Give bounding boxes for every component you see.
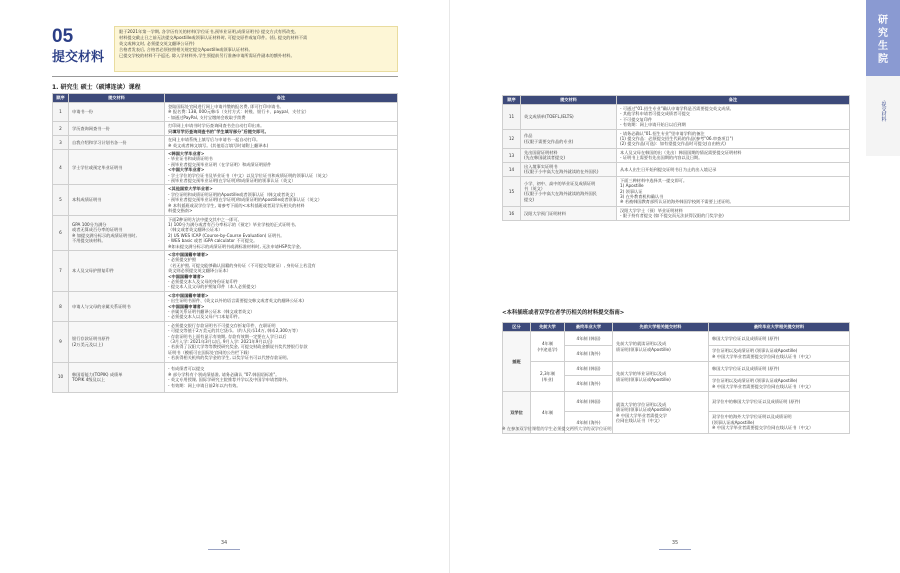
table-body: [503, 105, 850, 221]
table-row: [53, 362, 398, 392]
item-text: 作品 (仅限于需要交作品的专业): [524, 133, 574, 144]
note-line: ※ 报名费: 138, 000元韩币（支付方式：转账、银行卡、paypal、支付宝）: [168, 109, 309, 115]
row-note: [617, 105, 850, 130]
row-final-univ: 4年制 (韩国): [565, 332, 613, 346]
row-note: [617, 148, 850, 162]
note-line: - 若获得了汉阳大学等等教授研究奖金, 可提交财政金额说书奖代替银行存款: [168, 344, 308, 350]
col-header-no: 顺序: [53, 94, 69, 103]
section-title: 提交材料: [52, 50, 105, 65]
note-line: - 有成绩者可以提交: [168, 366, 205, 372]
item-text: 小学、初中、高中的毕业证及成绩证明 书（英文） (仅限于小中高大在海外就读的海外国民 提交): [524, 180, 597, 202]
note-line: ※如未提交满分标示的成绩证明书或满标准材料时, 无法申请HSP奖学金。: [168, 243, 304, 249]
transfer-table: [502, 322, 850, 434]
final-docs-text: 学位证明以及成绩证明 (领事认证或Apostille) ※ 中国大学毕业者需要提交学位网在线认证书（中文）: [712, 348, 814, 359]
materials-table-left: [52, 93, 398, 393]
note-line: - 学位证明和成绩证明证明的Apostille或者领事认证（韩文或者英文）: [168, 191, 298, 197]
side-tab-label: 研究生院: [878, 15, 888, 65]
section-heading: 1. 研究生 硕士（硕博连读）课程: [52, 84, 141, 91]
note-line: 打印网上申请书时学历查询网查书会自动打印出来。: [168, 123, 265, 129]
table-row: [503, 148, 850, 162]
note-line: - 可提交等值于2万美元的其它货币。（约人民币14万, 韩币2,300万等）: [168, 328, 301, 334]
note-line: - 毕业证书和成绩证明书: [168, 156, 213, 162]
notice-line: 限于2021年第一学期, 各学历有关的材料(学位证书,预毕业证明,成绩证明书) 提交方式有所改变。: [119, 29, 299, 34]
table-row: [53, 136, 398, 150]
note-line: - 学士学位的学位证书及毕业证书（中文）以及学位证书和成绩证明的领事认证（英文）: [168, 172, 330, 178]
row-item: [69, 122, 165, 136]
col-header-prev-docs: 先前大学相关提交材料: [613, 323, 709, 332]
row-item: [69, 291, 165, 321]
row-item: [521, 129, 617, 148]
row-final-univ: 4年制 (海外): [565, 346, 613, 362]
prev-docs-text: 先前大学的就读证明以及成 绩证明(领事认证或Apostille): [616, 341, 671, 352]
item-text: 汉阳大学预门证明材料: [524, 210, 566, 216]
row-item: [69, 250, 165, 291]
note-line: - 若获得相关机构的奖学金的学生, 以奖学证书可以代替存款证明。: [168, 355, 291, 361]
note-line: <中国国籍申请者>: [168, 273, 205, 279]
table-row: [53, 321, 398, 362]
page-gutter: [449, 0, 450, 573]
table-row: [53, 103, 398, 122]
note-line: - 可通过"01.招生专业"确认申请学科是否需要提交英文成绩。: [620, 106, 734, 111]
note-line: <其他国家大学毕业者>: [168, 186, 213, 192]
page-number-right: 35: [671, 540, 679, 546]
row-final-docs: [709, 362, 850, 376]
row-final-univ: 4年制 (海外): [565, 412, 613, 434]
notice-box: [114, 26, 398, 72]
materials-table-right: [502, 95, 850, 221]
final-docs-text: 韩国大学学位证以及成绩证明 (原件): [712, 335, 780, 341]
note-line: 本人及父母在韩国的出（先出）韩国国期的情况需要提交证明材料: [620, 149, 742, 155]
note-line: （3月入学: 2021年3月以后, 9月入学: 2021年9月以后): [168, 339, 273, 345]
col-header-final-univ: 最终毕业大学: [565, 323, 613, 332]
row-prev-univ: [531, 332, 565, 362]
row-number: 13: [503, 148, 521, 162]
table-body: [503, 332, 850, 434]
row-note: [165, 185, 398, 215]
note-line: - 请务必确认"01.招生专业"里申请学科的备注: [620, 130, 705, 136]
page-number-rule: [659, 549, 691, 550]
row-note: [165, 291, 398, 321]
note-line: 下面2种证明方法中提交其中之一即可。: [168, 216, 242, 222]
row-item: [69, 136, 165, 150]
row-item: [69, 215, 165, 250]
row-note: [165, 321, 398, 362]
row-note: [165, 122, 398, 136]
divider: [52, 76, 398, 77]
row-item: [69, 362, 165, 392]
table-row: [503, 162, 850, 176]
note-line: 汉阳大学学士（预）毕业证明材料: [620, 207, 683, 213]
note-line: 登陆国际处官网进行网上申请并缴纳报名费, 即可打印申请书。: [168, 104, 284, 109]
final-docs-text: 学位证明以及成绩证明 (领事认证或Apostille) ※ 中国大学毕业者需要提交学位网在线认证书（中文）: [712, 378, 814, 389]
row-item: [69, 150, 165, 185]
final-docs-text: 双学位中的韩国大学学位证以及成绩证明 (原件): [712, 398, 801, 404]
row-note: [165, 250, 398, 291]
final-docs-text: 双学位中的海外大学学位证明以及成绩证明 (领事认证或Apostille) ※ 中国大学毕业者需要提交学位网在线认证书（中文）: [712, 414, 814, 431]
row-number: 2: [53, 122, 69, 136]
side-tab-sub-text: ·提交材料: [880, 100, 887, 122]
row-item: [521, 148, 617, 162]
note-line: - 英文专用授课, 国际学研究主院推荐并学以及中国学申请者除外。: [168, 377, 291, 383]
table-body: [53, 103, 398, 393]
page-number-left: 34: [220, 540, 228, 546]
note-line: - 提交本人及父母的护照复印件（本人必须提交）: [168, 284, 259, 290]
item-text: 先出国留证明材料 (先在韩国就读者提交): [524, 149, 565, 161]
row-item: [69, 185, 165, 215]
row-number: 11: [503, 105, 521, 130]
row-final-docs: [709, 346, 850, 362]
col-header-item: 提交材料: [69, 94, 165, 103]
item-text: 自我介绍和学习计划书各一份: [72, 139, 127, 145]
row-number: 16: [503, 206, 521, 220]
item-text: 英文成绩单(TOEFL,IELTS): [524, 114, 574, 120]
note-line: - WES basic 或者 iGPA calculator 不可提交。: [168, 238, 258, 244]
table-row: [53, 291, 398, 321]
row-note: [617, 129, 850, 148]
row-item: [521, 162, 617, 176]
table-row: [503, 332, 850, 346]
note-line: - 限于持有者提交 (如不提交而无法获得汉阳的门奖学金): [620, 213, 724, 219]
table-row: [53, 150, 398, 185]
note-line: - 亲属关系证明书翻译公证本（韩文或者英文）: [168, 309, 255, 314]
row-number: 5: [53, 185, 69, 215]
side-tab-sub-label: [872, 100, 894, 125]
item-text: 韩国语能力(TOPIK) 成绩单 TOPIK 4级及以上: [72, 371, 123, 383]
row-number: 14: [503, 162, 521, 176]
transfer-footnote: ※ 在参加双学位课程的学生必须提交两所大学的双学位证明: [502, 426, 612, 431]
note-line: - 必须提交本人及父母的身份证复印件: [168, 278, 238, 284]
final-docs-text: 韩国大学学位证以及成绩证明 (原件): [712, 365, 780, 371]
row-number: 9: [53, 321, 69, 362]
row-final-univ: 4年制 (韩国): [565, 362, 613, 376]
prev-univ-text: 4年制: [541, 409, 554, 415]
note-line: - 有效期：网上申请日前2年以内有效。: [168, 382, 241, 388]
table-row: [503, 206, 850, 220]
note-line: （韩文或者英文翻译公证本）: [168, 227, 223, 233]
note-line: 在网上申请系统上填写后与申请书一起自动打印。: [168, 137, 261, 143]
row-number: 6: [53, 215, 69, 250]
note-line: <非中国国籍申请者>: [168, 251, 209, 257]
row-prev-docs: [613, 332, 709, 362]
row-item: [521, 176, 617, 206]
col-header-note: 备注: [617, 96, 850, 105]
note-line: - 其他学科申请者可提交成绩者可提交: [620, 111, 690, 117]
note-line: - 有效期：网上申请开始日以后到期: [620, 122, 686, 128]
row-note: [617, 162, 850, 176]
prev-univ-text: 2,3年制 (毕业): [539, 371, 556, 382]
row-note: [165, 150, 398, 185]
note-line: ※ 若被韩国教育部所认证的海外韩国学校则不需要上述证明。: [620, 199, 734, 205]
note-line: ※ 部分学科有个别成绩基准, 请务必确认 "07.韩国语标准"。: [168, 371, 280, 377]
row-number: 7: [53, 250, 69, 291]
row-final-docs: [709, 332, 850, 346]
note-line: <非中国国籍申请者>: [168, 292, 209, 298]
section-number: 05: [52, 26, 74, 47]
side-tab-graduate[interactable]: [866, 0, 900, 76]
table-row: [53, 185, 398, 215]
note-line: - 必须提交银行存款证明书不可提交存折复印件、在职证明: [168, 322, 276, 328]
notice-line: 合格者发表后, 合格者必须按照相关规定提交Apostille或领事认证材料。: [119, 47, 253, 52]
row-item: [69, 103, 165, 122]
note-line: - 不可提交复印件: [620, 116, 653, 122]
transfer-heading: <本科插班或者双学位者学历相关的材料提交指南>: [502, 310, 625, 316]
note-line: 3) 在外教育机构确认书: [620, 194, 664, 200]
table-row: [503, 362, 850, 376]
col-header-prev-univ: 先前大学: [531, 323, 565, 332]
row-note: [165, 362, 398, 392]
prev-docs-text: 先前大学的毕业证明以及成 绩证明(领事认证或Apostille): [616, 371, 671, 382]
row-final-docs: [709, 376, 850, 392]
note-line: - 预毕业者提交预毕业证明(在学证明)和成绩证明的Apostille或者领事认证（英文）: [168, 197, 322, 203]
notice-line: 材料提交截止日之前无法提交Apostille或领事认证材料时, 可提交原件或复印件。(但, 提交的材料不需: [119, 35, 308, 40]
row-number: 10: [53, 362, 69, 392]
row-note: [617, 206, 850, 220]
note-line: <韩国大学毕业者>: [168, 151, 205, 157]
row-category: 双学位: [503, 392, 531, 434]
note-line: 从本人出生日开始到提交证明书日为止的出入境记录: [620, 166, 717, 172]
note-line: - 如通过PayPal, 支付宝缴纳会收取手续费: [168, 114, 246, 120]
row-final-univ: 4年制 (海外): [565, 376, 613, 392]
note-line: - 必须提交本人以及父母户口本复印件。: [168, 314, 243, 320]
note-line: 1) 100分为满分或者有百分率标示的《预定》毕业学校的正式证明书。: [168, 221, 299, 227]
item-text: 学历查询网查书一份: [72, 126, 110, 132]
note-line: <中国国籍申请者>: [168, 303, 205, 309]
note-line: 英文则必须提交英文翻译公证本）: [168, 268, 231, 274]
row-number: 1: [53, 103, 69, 122]
notice-line: 已提交学校的材料不予返还, 除入学材料外,学生须提前另行准备申请所需证件副本的额外材料。: [119, 53, 295, 58]
row-note: [165, 103, 398, 122]
item-text: 银行存款证明书原件 (2万美元及以上): [72, 336, 110, 347]
note-line: 只填写学历查询网查书的"学生填写部分"后提交即可。: [168, 128, 269, 134]
note-line: - 存款证明书上面有显示有效期, 存款有效期一定要在入学日以后: [168, 333, 287, 339]
row-final-univ: 4年制 (韩国): [565, 392, 613, 412]
notice-line: 英文或韩文时, 必须提交英文翻译公证件): [119, 41, 195, 46]
note-line: - 预毕业者提交预毕业证明（在学证明）和成绩证明原件: [168, 161, 272, 167]
table-row: [503, 392, 850, 412]
item-text: 出入境事实证明书 (仅限于小中高大在海外就读的在外国民): [524, 163, 599, 175]
row-number: 3: [53, 136, 69, 150]
note-line: （若无护照, 可提交能够确认国籍的身份证（不可提交驾驶证）, 身份证上若没有: [168, 262, 316, 268]
note-line: ※ 英文或者韩文填写。(其他语言填写时请附上翻译本): [168, 142, 269, 148]
item-text: GPA 100分为满分 或者无算成百分率的证明书 ※ 如提交满分标示的成绩证明书时, 不用提交该材料。: [72, 221, 137, 244]
table-row: [503, 105, 850, 130]
page-number-rule: [208, 549, 240, 550]
row-number: 8: [53, 291, 69, 321]
item-text: 申请人与父母的亲属关系证明书: [72, 303, 131, 309]
col-header-note: 备注: [165, 94, 398, 103]
item-text: 本人及父母护照复印件: [72, 268, 114, 274]
note-line: 2) 领事认证: [620, 188, 643, 194]
note-line: 证明书（模板可在国际处官网的公告栏下载）: [168, 349, 252, 355]
col-header-final-docs: 最终毕业大学相关提交材料: [709, 323, 850, 332]
note-line: - 必须提交护照: [168, 257, 196, 263]
note-line: - 预毕业者提交预毕业证明(在学证明)和成绩证明的领事认证（英文）: [168, 178, 296, 184]
table-row: [53, 250, 398, 291]
row-prev-docs: [613, 392, 709, 434]
row-final-docs: [709, 412, 850, 434]
row-item: [521, 206, 617, 220]
row-prev-docs: [613, 362, 709, 392]
row-note: [165, 136, 398, 150]
note-line: - 出生证明书原件、(英文以外的语言需要提交韩文或者英文的翻译公证本): [168, 298, 304, 304]
col-header-item: 提交材料: [521, 96, 617, 105]
row-note: [617, 176, 850, 206]
note-line: - 证明书上需要有先出国期的内容以及日期。: [620, 155, 703, 161]
item-text: 本科成绩证明书: [72, 197, 102, 203]
col-header-no: 顺序: [503, 96, 521, 105]
table-row: [503, 176, 850, 206]
table-row: [53, 215, 398, 250]
row-final-docs: [709, 392, 850, 412]
row-number: 4: [53, 150, 69, 185]
row-item: [521, 105, 617, 130]
row-item: [69, 321, 165, 362]
item-text: 申请书一份: [72, 109, 93, 115]
note-line: ※ 本科插班或双学位学生, 请参考下面的<本科插班或者双学历相关的材料: [168, 202, 305, 208]
table-row: [503, 129, 850, 148]
prev-univ-text: 4年制 (中途退学): [537, 341, 558, 352]
table-row: [53, 122, 398, 136]
note-line: (1) 提交作品：必须提交招生代码的作品(参考"06.审查项目"): [620, 136, 734, 142]
note-line: 料提交指南>: [168, 208, 193, 214]
note-line: (2) 提交作品(可选)：如有望提交作品时可提交(自由格式): [620, 141, 726, 147]
note-line: 1) Apostille: [620, 183, 644, 189]
row-category: 插班: [503, 332, 531, 392]
prev-docs-text: 就读大学的学位证明以及成 绩证明(领事认证或Apostille) ※ 中国大学毕业者需提交学 位网在线认证书（中文）: [616, 401, 671, 423]
row-number: 15: [503, 176, 521, 206]
item-text: 学士学位或预定毕业证明书: [72, 164, 123, 170]
row-prev-univ: [531, 362, 565, 392]
col-header-category: 区分: [503, 323, 531, 332]
row-note: [165, 215, 398, 250]
row-number: 12: [503, 129, 521, 148]
note-line: 2) US WES ICAP (Course-by-Course Evaluation) 证明书。: [168, 232, 285, 238]
note-line: 下面三种材料中选择其一提交即可。: [620, 177, 688, 183]
note-line: <中国大学毕业者>: [168, 167, 205, 173]
